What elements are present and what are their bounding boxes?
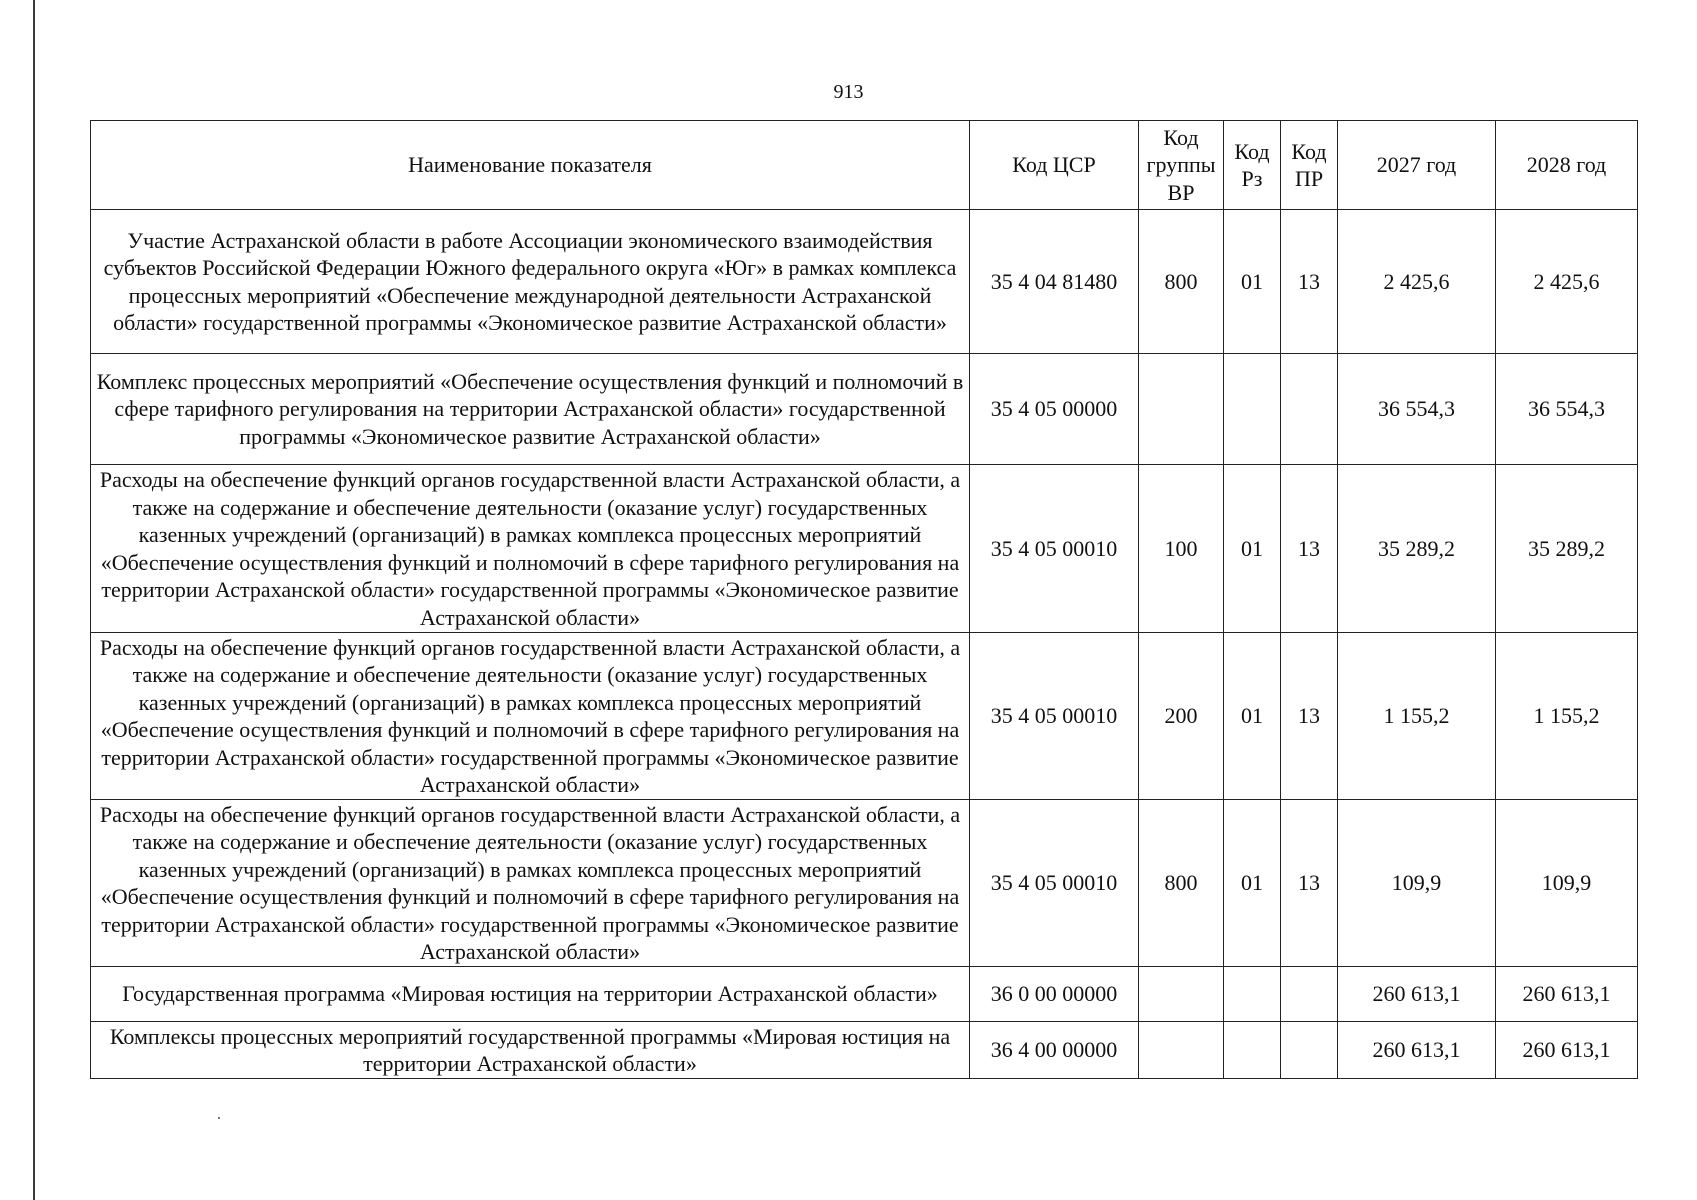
row-amount-2027: 109,9 [1338, 800, 1496, 967]
row-rz-code [1224, 967, 1281, 1022]
header-csr-code: Код ЦСР [970, 121, 1139, 210]
page-number: 913 [833, 81, 864, 103]
row-pr-code [1281, 354, 1338, 465]
row-vr-code: 800 [1139, 800, 1224, 967]
header-rz-line-2: Рз [1241, 166, 1263, 191]
row-vr-code: 100 [1139, 465, 1224, 633]
row-rz-code [1224, 354, 1281, 465]
row-amount-2027: 260 613,1 [1338, 967, 1496, 1022]
table-header-row [91, 121, 1638, 210]
table-row [91, 800, 1638, 967]
row-vr-code: 800 [1139, 210, 1224, 354]
row-indicator-name: Комплексы процессных мероприятий государственной программы «Мировая юстиция на территории Астраханской области» [91, 1022, 970, 1079]
row-pr-code: 13 [1281, 633, 1338, 800]
header-year-2027: 2027 год [1338, 121, 1496, 210]
row-amount-2027: 260 613,1 [1338, 1022, 1496, 1079]
row-amount-2028: 35 289,2 [1496, 465, 1638, 633]
row-rz-code: 01 [1224, 800, 1281, 967]
row-amount-2028: 260 613,1 [1496, 967, 1638, 1022]
row-indicator-name: Государственная программа «Мировая юстиция на территории Астраханской области» [91, 967, 970, 1022]
budget-table [90, 120, 1638, 1079]
table-row [91, 354, 1638, 465]
row-amount-2028: 1 155,2 [1496, 633, 1638, 800]
table-row [91, 465, 1638, 633]
header-pr-line-1: Код [1291, 138, 1327, 164]
row-csr-code: 36 0 00 00000 [970, 967, 1139, 1022]
row-vr-code [1139, 967, 1224, 1022]
row-csr-code: 35 4 05 00000 [970, 354, 1139, 465]
header-pr-line-2: ПР [1294, 166, 1324, 191]
row-rz-code: 01 [1224, 633, 1281, 800]
row-pr-code: 13 [1281, 800, 1338, 967]
row-pr-code [1281, 1022, 1338, 1079]
row-pr-code: 13 [1281, 210, 1338, 354]
row-csr-code: 36 4 00 00000 [970, 1022, 1139, 1079]
row-amount-2028: 2 425,6 [1496, 210, 1638, 354]
row-indicator-name: Расходы на обеспечение функций органов государственной власти Астраханской области, а также на содержание и обеспечение деятельности (оказание услуг) государственных казенных учреждений (организаций) в рамках комплекса процессных мероприятий «Обеспечение осуществления функций и полномочий в сфере тарифного регулирования на территории Астраханской области» государственной программы «Экономическое развитие Астраханской области» [91, 633, 970, 800]
row-csr-code: 35 4 05 00010 [970, 465, 1139, 633]
row-amount-2027: 36 554,3 [1338, 354, 1496, 465]
table-row [91, 1022, 1638, 1079]
scan-speck [218, 1117, 220, 1119]
row-amount-2027: 35 289,2 [1338, 465, 1496, 633]
table-row [91, 210, 1638, 354]
header-vr-group-code [1139, 121, 1224, 210]
header-year-2028: 2028 год [1496, 121, 1638, 210]
row-amount-2028: 260 613,1 [1496, 1022, 1638, 1079]
table-row [91, 967, 1638, 1022]
row-rz-code: 01 [1224, 210, 1281, 354]
row-csr-code: 35 4 04 81480 [970, 210, 1139, 354]
row-amount-2027: 1 155,2 [1338, 633, 1496, 800]
row-csr-code: 35 4 05 00010 [970, 633, 1139, 800]
header-rz-line-1: Код [1234, 138, 1270, 164]
header-vr-line-3: ВР [1167, 179, 1195, 205]
row-rz-code [1224, 1022, 1281, 1079]
row-csr-code: 35 4 05 00010 [970, 800, 1139, 967]
header-rz-code [1224, 121, 1281, 210]
header-indicator-name: Наименование показателя [91, 121, 970, 210]
row-pr-code: 13 [1281, 465, 1338, 633]
row-indicator-name: Комплекс процессных мероприятий «Обеспечение осуществления функций и полномочий в сфере тарифного регулирования на территории Астраханской области» государственной программы «Экономическое развитие Астраханской области» [91, 354, 970, 465]
table-row [91, 633, 1638, 800]
header-vr-line-1: Код [1163, 124, 1199, 150]
row-indicator-name: Участие Астраханской области в работе Ассоциации экономического взаимодействия субъектов Российской Федерации Южного федерального округа «Юг» в рамках комплекса процессных мероприятий «Обеспечение международной деятельности Астраханской области» государственной программы «Экономическое развитие Астраханской области» [91, 210, 970, 354]
header-vr-line-2: группы [1146, 152, 1216, 178]
row-vr-code: 200 [1139, 633, 1224, 800]
row-vr-code [1139, 1022, 1224, 1079]
row-indicator-name: Расходы на обеспечение функций органов государственной власти Астраханской области, а также на содержание и обеспечение деятельности (оказание услуг) государственных казенных учреждений (организаций) в рамках комплекса процессных мероприятий «Обеспечение осуществления функций и полномочий в сфере тарифного регулирования на территории Астраханской области» государственной программы «Экономическое развитие Астраханской области» [91, 465, 970, 633]
row-amount-2027: 2 425,6 [1338, 210, 1496, 354]
row-indicator-name: Расходы на обеспечение функций органов государственной власти Астраханской области, а также на содержание и обеспечение деятельности (оказание услуг) государственных казенных учреждений (организаций) в рамках комплекса процессных мероприятий «Обеспечение осуществления функций и полномочий в сфере тарифного регулирования на территории Астраханской области» государственной программы «Экономическое развитие Астраханской области» [91, 800, 970, 967]
row-vr-code [1139, 354, 1224, 465]
row-amount-2028: 109,9 [1496, 800, 1638, 967]
row-pr-code [1281, 967, 1338, 1022]
row-amount-2028: 36 554,3 [1496, 354, 1638, 465]
binding-margin-line [33, 0, 35, 1200]
row-rz-code: 01 [1224, 465, 1281, 633]
header-pr-code [1281, 121, 1338, 210]
